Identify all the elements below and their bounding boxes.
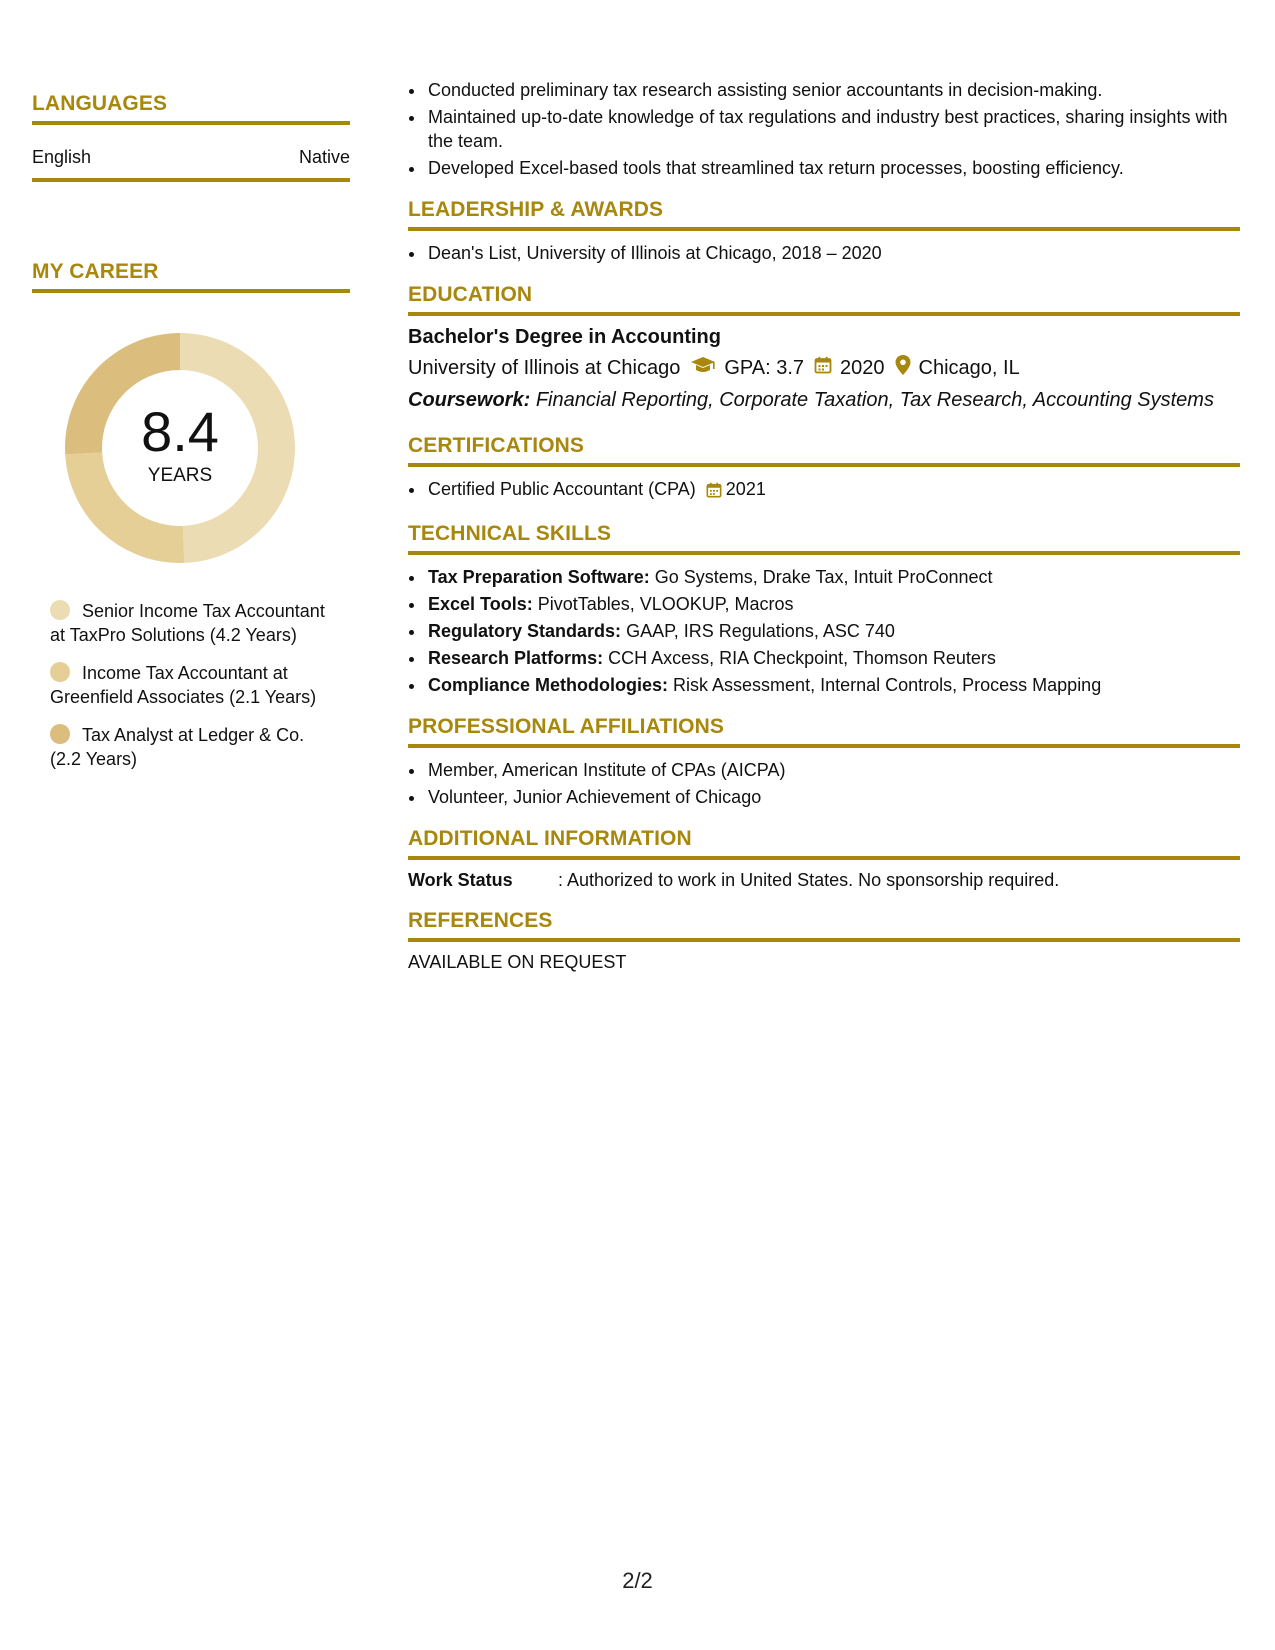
skill-label: Research Platforms: xyxy=(428,648,604,668)
education-school: University of Illinois at Chicago xyxy=(408,356,681,379)
career-legend xyxy=(50,599,335,771)
legend-item xyxy=(50,599,335,647)
location-pin-icon xyxy=(895,355,911,381)
affiliations-title: PROFESSIONAL AFFILIATIONS xyxy=(408,715,1240,748)
skill-value: CCH Axcess, RIA Checkpoint, Thomson Reuters xyxy=(608,648,996,668)
references-text: AVAILABLE ON REQUEST xyxy=(408,952,627,972)
references-section xyxy=(408,909,1240,973)
skills-section xyxy=(408,522,1240,697)
skill-value: Go Systems, Drake Tax, Intuit ProConnect xyxy=(654,567,993,587)
experience-bullet: • Developed Excel-based tools that streamlined tax return processes, boosting efficiency. xyxy=(426,156,1240,180)
references-title: REFERENCES xyxy=(408,909,1240,942)
education-section xyxy=(408,283,1240,412)
affiliations-section xyxy=(408,715,1240,809)
left-column xyxy=(32,92,350,785)
legend-item xyxy=(50,723,335,771)
donut-center xyxy=(65,333,295,563)
skills-title: TECHNICAL SKILLS xyxy=(408,522,1240,555)
affiliation-item: • Volunteer, Junior Achievement of Chicago xyxy=(426,785,1240,809)
education-coursework xyxy=(408,389,1240,412)
skill-value: Risk Assessment, Internal Controls, Process Mapping xyxy=(673,675,1102,695)
skill-value: GAAP, IRS Regulations, ASC 740 xyxy=(626,621,895,641)
language-name: English xyxy=(32,147,92,167)
career-donut-chart xyxy=(65,333,295,563)
graduation-cap-icon xyxy=(690,356,716,380)
education-year: 2020 xyxy=(840,356,885,379)
skill-label: Excel Tools: xyxy=(428,594,533,614)
work-status-label: Work Status xyxy=(408,870,513,890)
affiliation-item: • Member, American Institute of CPAs (AICPA) xyxy=(426,758,1240,782)
skill-item xyxy=(426,565,1240,589)
additional-section xyxy=(408,827,1240,891)
legend-dot-1 xyxy=(50,600,70,620)
education-title: EDUCATION xyxy=(408,283,1240,316)
coursework-list: Financial Reporting, Corporate Taxation, Tax Research, Accounting Systems xyxy=(535,389,1214,411)
career-years-unit: YEARS xyxy=(147,465,213,486)
legend-dot-2 xyxy=(50,662,70,682)
experience-bullet: • Maintained up-to-date knowledge of tax regulations and industry best practices, sharing insights with the team. xyxy=(426,105,1240,153)
legend-label: Income Tax Accountant at Greenfield Associates (2.1 Years) xyxy=(50,663,317,707)
certifications-section xyxy=(408,434,1240,504)
skill-label: Regulatory Standards: xyxy=(428,621,622,641)
education-gpa: GPA: 3.7 xyxy=(724,356,805,379)
experience-bullets xyxy=(408,78,1240,180)
right-column xyxy=(408,78,1240,973)
certification-year: 2021 xyxy=(725,479,766,499)
calendar-icon xyxy=(814,356,832,380)
education-degree: Bachelor's Degree in Accounting xyxy=(408,326,721,348)
education-details xyxy=(408,355,1240,381)
work-status-row xyxy=(408,870,1240,891)
legend-label: Tax Analyst at Ledger & Co. (2.2 Years) xyxy=(50,725,305,769)
work-status-value: : Authorized to work in United States. No sponsorship required. xyxy=(558,870,1060,890)
languages-title: LANGUAGES xyxy=(32,92,350,125)
skill-item xyxy=(426,673,1240,697)
calendar-icon xyxy=(706,480,722,504)
skill-label: Compliance Methodologies: xyxy=(428,675,669,695)
coursework-label: Coursework: xyxy=(408,389,531,411)
skill-item xyxy=(426,646,1240,670)
career-title: MY CAREER xyxy=(32,260,350,293)
skill-label: Tax Preparation Software: xyxy=(428,567,650,587)
career-total-years: 8.4 xyxy=(141,400,219,463)
legend-dot-3 xyxy=(50,724,70,744)
leadership-title: LEADERSHIP & AWARDS xyxy=(408,198,1240,231)
language-row xyxy=(32,125,350,182)
certification-name: Certified Public Accountant (CPA) xyxy=(428,479,696,499)
legend-item xyxy=(50,661,335,709)
certification-item xyxy=(426,477,1240,504)
leadership-item: • Dean's List, University of Illinois at Chicago, 2018 – 2020 xyxy=(426,241,1240,265)
certifications-title: CERTIFICATIONS xyxy=(408,434,1240,467)
additional-title: ADDITIONAL INFORMATION xyxy=(408,827,1240,860)
skill-item xyxy=(426,592,1240,616)
legend-label: Senior Income Tax Accountant at TaxPro Solutions (4.2 Years) xyxy=(50,601,325,645)
skill-value: PivotTables, VLOOKUP, Macros xyxy=(537,594,794,614)
education-location: Chicago, IL xyxy=(918,356,1020,379)
experience-bullet: • Conducted preliminary tax research assisting senior accountants in decision-making. xyxy=(426,78,1240,102)
leadership-section xyxy=(408,198,1240,265)
language-level: Native xyxy=(298,147,350,167)
skill-item xyxy=(426,619,1240,643)
page-number: 2/2 xyxy=(622,1568,653,1593)
